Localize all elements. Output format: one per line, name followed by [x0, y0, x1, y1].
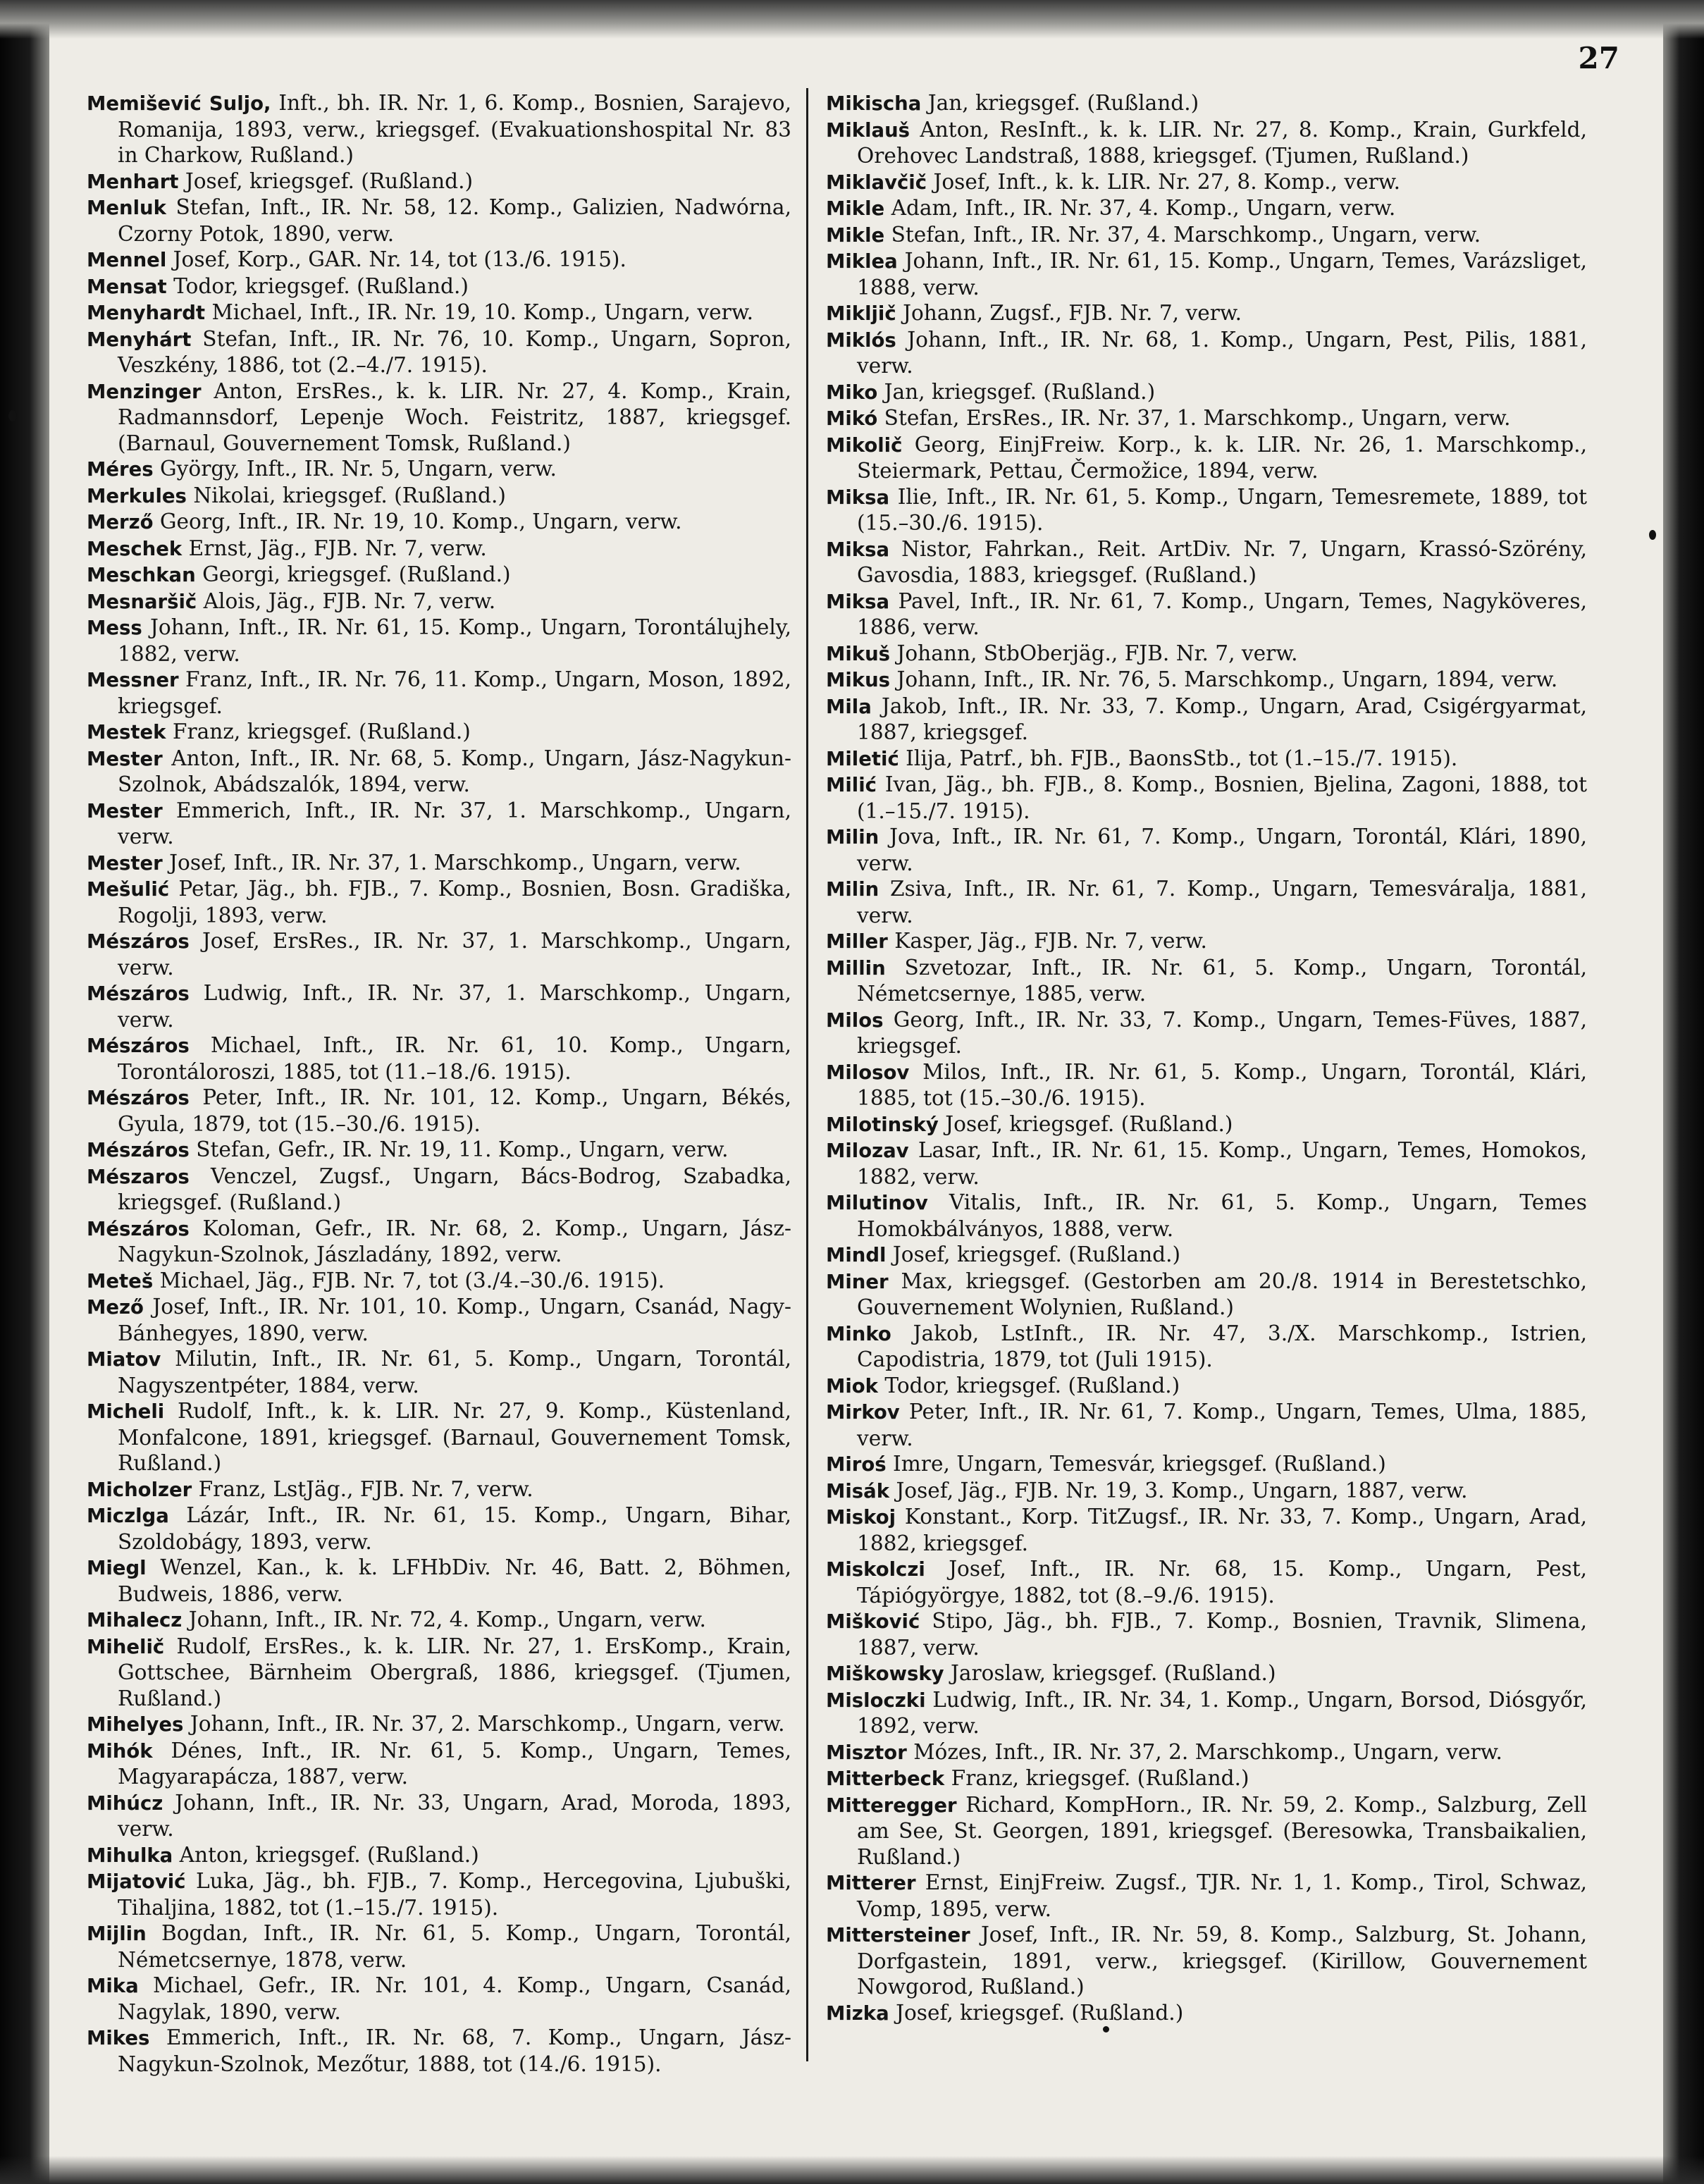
entry-details: Ernst, Jäg., FJB. Nr. 7, verw.	[188, 536, 487, 560]
entry-details: Josef, Inft., IR. Nr. 37, 1. Marschkomp., Ungarn, verw.	[169, 850, 741, 875]
entry-surname: Mészáros	[87, 1139, 190, 1161]
list-entry	[87, 247, 791, 273]
list-entry	[826, 1478, 1587, 1505]
entry-details: Johann, Inft., IR. Nr. 33, Ungarn, Arad, Moroda, 1893, verw.	[118, 1790, 791, 1841]
list-entry	[87, 1634, 791, 1712]
scan-border-bottom	[0, 2156, 1704, 2184]
entry-surname: Mester	[87, 851, 163, 875]
entry-details: Franz, Inft., IR. Nr. 76, 11. Komp., Ungarn, Moson, 1892, kriegsgef.	[118, 667, 791, 718]
list-entry	[826, 693, 1587, 746]
entry-details: Rudolf, Inft., k. k. LIR. Nr. 27, 9. Komp., Küstenland, Monfalcone, 1891, kriegsgef. (Barnaul, Gouvernement Tomsk, Rußland.)	[118, 1399, 791, 1475]
list-entry	[826, 1608, 1587, 1660]
entry-details: Richard, KompHorn., IR. Nr. 59, 2. Komp., Salzburg, Zell am See, St. Georgen, 1891, kriegsgef. (Beresowka, Transbaikalien, Rußland.)	[857, 1792, 1587, 1869]
scan-border-right	[1663, 0, 1704, 2184]
entry-surname: Milos	[826, 1008, 884, 1032]
entry-details: Michael, Inft., IR. Nr. 61, 10. Komp., Ungarn, Torontáloroszi, 1885, tot (11.–18./6. 1915).	[118, 1033, 791, 1084]
entry-surname: Mészáros	[87, 1035, 190, 1057]
entry-details: Bogdan, Inft., IR. Nr. 61, 5. Komp., Ungarn, Torontál, Németcsernye, 1878, verw.	[118, 1921, 791, 1972]
entry-details: Georg, Inft., IR. Nr. 33, 7. Komp., Ungarn, Temes-Füves, 1887, kriegsgef.	[857, 1007, 1587, 1058]
list-entry	[87, 928, 791, 980]
entry-surname: Menluk	[87, 197, 166, 219]
entry-surname: Mikle	[826, 197, 885, 220]
entry-details: Nikolai, kriegsgef. (Rußland.)	[193, 483, 506, 507]
list-entry	[87, 1164, 791, 1216]
list-entry	[826, 405, 1587, 432]
entry-details: Kasper, Jäg., FJB. Nr. 7, verw.	[894, 929, 1207, 953]
entry-details: Josef, Inft., k. k. LIR. Nr. 27, 8. Komp., verw.	[933, 169, 1400, 194]
entry-details: Jan, kriegsgef. (Rußland.)	[884, 379, 1156, 404]
entry-surname: Mikó	[826, 407, 878, 430]
list-entry	[87, 1137, 791, 1164]
list-entry	[826, 1111, 1587, 1138]
list-entry	[826, 379, 1587, 406]
list-entry	[826, 1321, 1587, 1373]
entry-surname: Menyhardt	[87, 302, 206, 324]
entry-surname: Mijlin	[87, 1923, 147, 1945]
list-entry	[826, 1373, 1587, 1400]
entry-surname: Milosov	[826, 1061, 910, 1084]
entry-details: Johann, Inft., IR. Nr. 68, 1. Komp., Ungarn, Pest, Pilis, 1881, verw.	[857, 327, 1587, 378]
entry-details: Peter, Inft., IR. Nr. 61, 7. Komp., Ungarn, Temes, Ulma, 1885, verw.	[857, 1400, 1587, 1450]
entry-surname: Miklavčič	[826, 171, 927, 194]
entry-surname: Mihelič	[87, 1635, 165, 1658]
entry-details: Georg, EinjFreiw. Korp., k. k. LIR. Nr. 26, 1. Marschkomp., Steiermark, Pettau, Čermožice, 1894, verw.	[857, 432, 1587, 483]
entry-surname: Miklós	[826, 328, 896, 352]
entry-surname: Mitteregger	[826, 1794, 957, 1817]
entry-details: Jaroslaw, kriegsgef. (Rußland.)	[951, 1661, 1276, 1685]
entry-surname: Mikischa	[826, 92, 922, 115]
entry-surname: Mikle	[826, 223, 885, 247]
entry-surname: Mess	[87, 617, 142, 639]
entry-surname: Menhart	[87, 170, 179, 193]
list-entry	[826, 1870, 1587, 1922]
entry-details: Inft., bh. IR. Nr. 1, 6. Komp., Bosnien, Sarajevo, Romanija, 1893, verw., kriegsgef. (Evakuationshospital Nr. 83 in Charkow, Rußland.)	[118, 91, 791, 167]
list-entry	[87, 1085, 791, 1137]
entry-details: Anton, Inft., IR. Nr. 68, 5. Komp., Ungarn, Jász-Nagykun-Szolnok, Abádszalók, 1894, verw.	[118, 746, 791, 796]
entry-details: Luka, Jäg., bh. FJB., 7. Komp., Hercegovina, Ljubuški, Tihaljina, 1882, tot (1.–15./7. 1915).	[118, 1869, 791, 1920]
list-entry	[87, 1711, 791, 1738]
list-entry	[826, 222, 1587, 249]
entry-surname: Miksa	[826, 538, 890, 561]
entry-surname: Mizka	[826, 2001, 889, 2025]
list-entry	[826, 2000, 1587, 2027]
entry-surname: Milin	[826, 878, 879, 901]
entry-details: Stefan, Gefr., IR. Nr. 19, 11. Komp., Ungarn, verw.	[196, 1137, 729, 1161]
list-entry	[87, 1842, 791, 1869]
list-entry	[826, 667, 1587, 693]
list-entry	[87, 1607, 791, 1634]
list-entry	[826, 90, 1587, 117]
list-entry	[87, 273, 791, 300]
list-entry	[826, 588, 1587, 641]
list-entry	[87, 378, 791, 457]
entry-surname: Miok	[826, 1374, 878, 1398]
entry-details: Ilija, Patrf., bh. FJB., BaonsStb., tot (1.–15./7. 1915).	[906, 746, 1458, 770]
entry-surname: Menzinger	[87, 380, 202, 403]
entry-details: Emmerich, Inft., IR. Nr. 37, 1. Marschkomp., Ungarn, verw.	[118, 798, 791, 849]
list-entry	[87, 326, 791, 378]
entry-details: György, Inft., IR. Nr. 5, Ungarn, verw.	[160, 457, 557, 481]
entry-details: Stefan, Inft., IR. Nr. 37, 4. Marschkomp., Ungarn, verw.	[891, 222, 1481, 247]
entry-details: Zsiva, Inft., IR. Nr. 61, 7. Komp., Ungarn, Temesváralja, 1881, verw.	[857, 877, 1587, 927]
list-entry	[87, 1920, 791, 1973]
entry-surname: Miskolczi	[826, 1558, 925, 1581]
entry-surname: Messner	[87, 669, 179, 691]
list-entry	[826, 1451, 1587, 1478]
entry-details: Josef, Inft., IR. Nr. 101, 10. Komp., Ungarn, Csanád, Nagy-Bánhegyes, 1890, verw.	[118, 1295, 791, 1345]
entry-details: Ludwig, Inft., IR. Nr. 34, 1. Komp., Ungarn, Borsod, Diósgyőr, 1892, verw.	[857, 1687, 1587, 1738]
entry-surname: Miskoj	[826, 1506, 896, 1529]
entry-details: Pavel, Inft., IR. Nr. 61, 7. Komp., Ungarn, Temes, Nagyköveres, 1886, verw.	[857, 588, 1587, 639]
list-entry	[87, 562, 791, 588]
entry-surname: Mester	[87, 747, 163, 770]
list-entry	[826, 1765, 1587, 1792]
entry-surname: Mihulka	[87, 1844, 173, 1867]
entry-surname: Mirkov	[826, 1401, 900, 1424]
entry-details: Josef, kriegsgef. (Rußland.)	[896, 2000, 1184, 2025]
list-entry	[87, 1346, 791, 1398]
entry-details: Jova, Inft., IR. Nr. 61, 7. Komp., Ungarn, Torontál, Klári, 1890, verw.	[857, 825, 1587, 875]
entry-details: Johann, Inft., IR. Nr. 61, 15. Komp., Ungarn, Torontálujhely, 1882, verw.	[118, 615, 791, 666]
list-entry	[826, 169, 1587, 196]
entry-details: Jakob, Inft., IR. Nr. 33, 7. Komp., Ungarn, Arad, Csigérgyarmat, 1887, kriegsgef.	[857, 693, 1587, 744]
entry-details: Jan, kriegsgef. (Rußland.)	[927, 91, 1199, 115]
list-entry	[826, 1922, 1587, 2000]
entry-surname: Milotinský	[826, 1113, 939, 1136]
entry-details: Johann, Zugsf., FJB. Nr. 7, verw.	[903, 301, 1242, 325]
entry-details: Milutin, Inft., IR. Nr. 61, 5. Komp., Ungarn, Torontál, Nagyszentpéter, 1884, verw.	[118, 1347, 791, 1398]
entry-details: Stipo, Jäg., bh. FJB., 7. Komp., Bosnien, Travnik, Slimena, 1887, verw.	[857, 1609, 1587, 1660]
list-entry	[87, 850, 791, 877]
entry-details: Franz, kriegsgef. (Rußland.)	[172, 720, 471, 744]
entry-details: Johann, Inft., IR. Nr. 76, 5. Marschkomp., Ungarn, 1894, verw.	[896, 667, 1558, 691]
entry-details: Milos, Inft., IR. Nr. 61, 5. Komp., Ungarn, Torontál, Klári, 1885, tot (15.–30./6. 1915).	[857, 1059, 1587, 1110]
ink-spot	[1103, 2026, 1109, 2032]
list-entry	[87, 536, 791, 562]
entry-details: Josef, kriegsgef. (Rußland.)	[945, 1111, 1233, 1136]
entry-surname: Milić	[826, 774, 877, 796]
entry-details: Todor, kriegsgef. (Rußland.)	[884, 1373, 1180, 1398]
list-entry	[87, 1868, 791, 1920]
entry-details: Ivan, Jäg., bh. FJB., 8. Komp., Bosnien, Bjelina, Zagoni, 1888, tot (1.–15./7. 1915).	[857, 772, 1587, 823]
entry-details: Alois, Jäg., FJB. Nr. 7, verw.	[203, 588, 496, 613]
entry-surname: Miczlga	[87, 1505, 169, 1527]
list-entry	[826, 641, 1587, 667]
column-divider	[806, 88, 808, 2061]
list-entry	[826, 1556, 1587, 1608]
list-entry	[87, 2025, 791, 2077]
list-entry	[826, 1190, 1587, 1242]
list-entry	[87, 1268, 791, 1295]
entry-surname: Miller	[826, 930, 888, 953]
list-entry	[826, 1007, 1587, 1059]
list-entry	[826, 1504, 1587, 1556]
entry-details: Koloman, Gefr., IR. Nr. 68, 2. Komp., Ungarn, Jász-Nagykun-Szolnok, Jászladány, 1892, verw.	[118, 1216, 791, 1266]
entry-surname: Mikolič	[826, 433, 903, 457]
list-entry	[87, 667, 791, 719]
entry-details: Stefan, Inft., IR. Nr. 76, 10. Komp., Ungarn, Sopron, Veszkény, 1886, tot (2.–4./7. 1915).	[118, 326, 791, 377]
list-entry	[87, 509, 791, 536]
list-entry	[87, 1398, 791, 1476]
list-entry	[87, 1790, 791, 1842]
entry-surname: Minko	[826, 1322, 891, 1345]
entry-surname: Misák	[826, 1479, 890, 1503]
entry-surname: Mihalecz	[87, 1609, 183, 1631]
entry-details: Michael, Gefr., IR. Nr. 101, 4. Komp., Ungarn, Csanád, Nagylak, 1890, verw.	[118, 1973, 791, 2024]
entry-surname: Mesnaršič	[87, 590, 197, 613]
entry-surname: Mészáros	[87, 982, 190, 1005]
entry-details: Ludwig, Inft., IR. Nr. 37, 1. Marschkomp., Ungarn, verw.	[118, 981, 791, 1032]
entry-details: Anton, ErsRes., k. k. LIR. Nr. 27, 4. Komp., Krain, Radmannsdorf, Lepenje Woch. Feistritz, 1887, kriegsgef. (Barnaul, Gouvernement Tomsk, Rußland.)	[118, 378, 791, 455]
entry-details: Stefan, ErsRes., IR. Nr. 37, 1. Marschkomp., Ungarn, verw.	[884, 406, 1511, 430]
entry-details: Franz, kriegsgef. (Rußland.)	[951, 1766, 1249, 1790]
entry-details: Josef, Korp., GAR. Nr. 14, tot (13./6. 1915).	[173, 247, 626, 271]
entry-details: Jakob, LstInft., IR. Nr. 47, 3./X. Marschkomp., Istrien, Capodistria, 1879, tot (Juli 1915).	[857, 1321, 1587, 1371]
entry-surname: Mennel	[87, 249, 167, 271]
entry-details: Anton, kriegsgef. (Rußland.)	[179, 1842, 479, 1867]
list-entry	[826, 536, 1587, 588]
list-entry	[826, 824, 1587, 876]
scan-border-top	[0, 0, 1704, 39]
entry-surname: Mihók	[87, 1739, 153, 1763]
list-entry	[87, 1294, 791, 1346]
entry-surname: Mester	[87, 799, 163, 822]
entry-surname: Mihelyes	[87, 1713, 184, 1736]
list-entry	[826, 1269, 1587, 1321]
list-entry	[826, 432, 1587, 484]
entry-surname: Meschkan	[87, 564, 196, 586]
entry-details: Max, kriegsgef. (Gestorben am 20./8. 1914 in Berestetschko, Gouvernement Wolynien, Rußland.)	[857, 1269, 1587, 1319]
entry-details: Anton, ResInft., k. k. LIR. Nr. 27, 8. Komp., Krain, Gurkfeld, Orehovec Landstraß, 1888, kriegsgef. (Tjumen, Rußland.)	[857, 117, 1587, 168]
entry-details: Josef, kriegsgef. (Rußland.)	[185, 168, 474, 193]
entry-details: Lázár, Inft., IR. Nr. 61, 15. Komp., Ungarn, Bihar, Szoldobágy, 1893, verw.	[118, 1503, 791, 1554]
list-entry	[826, 117, 1587, 169]
entry-details: Johann, Inft., IR. Nr. 37, 2. Marschkomp., Ungarn, verw.	[190, 1712, 785, 1736]
entry-surname: Mikes	[87, 2027, 150, 2049]
entry-surname: Merző	[87, 511, 154, 533]
list-entry	[826, 876, 1587, 928]
entry-details: Todor, kriegsgef. (Rußland.)	[173, 273, 469, 298]
list-entry	[826, 1137, 1587, 1190]
entry-surname: Micheli	[87, 1400, 165, 1423]
list-entry	[826, 248, 1587, 300]
entry-surname: Mészáros	[87, 1217, 190, 1240]
entry-surname: Miatov	[87, 1348, 161, 1371]
entry-details: Konstant., Korp. TitZugsf., IR. Nr. 33, 7. Komp., Ungarn, Arad, 1882, kriegsgef.	[857, 1505, 1587, 1555]
entry-details: Josef, Jäg., FJB. Nr. 19, 3. Komp., Ungarn, 1887, verw.	[896, 1478, 1468, 1503]
entry-details: Vitalis, Inft., IR. Nr. 61, 5. Komp., Ungarn, Temes Homokbálványos, 1888, verw.	[857, 1190, 1587, 1241]
page-number: 27	[1578, 41, 1619, 75]
entry-surname: Mikljič	[826, 302, 896, 325]
entry-details: Imre, Ungarn, Temesvár, kriegsgef. (Rußland.)	[893, 1452, 1386, 1476]
list-entry	[87, 615, 791, 667]
entry-details: Josef, Inft., IR. Nr. 59, 8. Komp., Salzburg, St. Johann, Dorfgastein, 1891, verw., kriegsgef. (Kirillow, Gouvernement Nowgorod, Rußland.)	[857, 1923, 1587, 1999]
list-entry	[826, 928, 1587, 955]
entry-surname: Mišković	[826, 1610, 920, 1633]
entry-surname: Mészáros	[87, 1087, 190, 1109]
list-entry	[826, 1660, 1587, 1687]
entry-details: Dénes, Inft., IR. Nr. 61, 5. Komp., Ungarn, Temes, Magyarapácza, 1887, verw.	[118, 1738, 791, 1789]
entry-surname: Mitterer	[826, 1872, 916, 1894]
entry-surname: Milutinov	[826, 1192, 928, 1214]
list-entry	[826, 1687, 1587, 1739]
list-entry	[87, 90, 791, 168]
entry-details: Lasar, Inft., IR. Nr. 61, 15. Komp., Ungarn, Temes, Homokos, 1882, verw.	[857, 1138, 1587, 1189]
entry-details: Peter, Inft., IR. Nr. 101, 12. Komp., Ungarn, Békés, Gyula, 1879, tot (15.–30./6. 1915).	[118, 1085, 791, 1136]
entry-surname: Mikuš	[826, 642, 891, 665]
list-entry	[87, 1555, 791, 1607]
entry-details: Szvetozar, Inft., IR. Nr. 61, 5. Komp., Ungarn, Torontál, Németcsernye, 1885, verw.	[857, 955, 1587, 1006]
entry-surname: Miroś	[826, 1453, 887, 1476]
entry-details: Josef, ErsRes., IR. Nr. 37, 1. Marschkomp., Ungarn, verw.	[118, 929, 791, 980]
entry-details: Rudolf, ErsRes., k. k. LIR. Nr. 27, 1. ErsKomp., Krain, Gottschee, Bärnheim Obergraß, 1886, kriegsgef. (Tjumen, Rußland.)	[118, 1634, 791, 1710]
entry-surname: Mészaros	[87, 1165, 190, 1188]
list-entry	[826, 772, 1587, 824]
list-entry	[87, 1216, 791, 1268]
entry-details: Josef, Inft., IR. Nr. 68, 15. Komp., Ungarn, Pest, Tápiógyörgye, 1882, tot (8.–9./6. 1915).	[857, 1557, 1587, 1608]
entry-surname: Miklauš	[826, 118, 910, 142]
entry-surname: Mešulić	[87, 878, 170, 901]
scan-border-left	[0, 0, 49, 2184]
list-entry	[826, 1242, 1587, 1269]
entry-surname: Misztor	[826, 1741, 907, 1764]
entry-details: Johann, Inft., IR. Nr. 61, 15. Komp., Ungarn, Temes, Varázsliget, 1888, verw.	[857, 249, 1587, 300]
entry-surname: Mittersteiner	[826, 1924, 970, 1947]
list-entry	[87, 483, 791, 510]
entry-details: Georgi, kriegsgef. (Rußland.)	[202, 562, 511, 586]
right-column	[826, 90, 1587, 2026]
list-entry	[87, 980, 791, 1032]
list-entry	[87, 746, 791, 798]
list-entry	[87, 588, 791, 615]
list-entry	[826, 1792, 1587, 1870]
entry-details: Franz, LstJäg., FJB. Nr. 7, verw.	[198, 1476, 533, 1501]
binding-hole-mark	[8, 410, 17, 421]
entry-surname: Mika	[87, 1975, 139, 1997]
entry-surname: Milin	[826, 826, 879, 849]
entry-details: Ernst, EinjFreiw. Zugsf., TJR. Nr. 1, 1. Komp., Tirol, Schwaz, Vomp, 1895, verw.	[857, 1870, 1587, 1921]
list-entry	[87, 719, 791, 746]
list-entry	[87, 195, 791, 247]
list-entry	[826, 955, 1587, 1007]
entry-surname: Miletić	[826, 747, 899, 770]
list-entry	[87, 798, 791, 850]
entry-details: Johann, StbOberjäg., FJB. Nr. 7, verw.	[896, 641, 1298, 665]
entry-details: Venczel, Zugsf., Ungarn, Bács-Bodrog, Szabadka, kriegsgef. (Rußland.)	[118, 1164, 791, 1214]
entry-surname: Mijatović	[87, 1870, 186, 1893]
entry-surname: Méres	[87, 458, 154, 481]
entry-surname: Mihúcz	[87, 1791, 163, 1815]
entry-details: Nistor, Fahrkan., Reit. ArtDiv. Nr. 7, Ungarn, Krassó-Szörény, Gavosdia, 1883, kriegsgef. (Rußland.)	[857, 536, 1587, 587]
entry-surname: Mestek	[87, 721, 166, 744]
entry-surname: Meteš	[87, 1269, 154, 1292]
entry-details: Georg, Inft., IR. Nr. 19, 10. Komp., Ungarn, verw.	[159, 510, 682, 533]
entry-surname: Memišević Suljo,	[87, 92, 271, 115]
list-entry	[826, 327, 1587, 379]
entry-details: Ilie, Inft., IR. Nr. 61, 5. Komp., Ungarn, Temesremete, 1889, tot (15.–30./6. 1915).	[857, 484, 1587, 535]
list-entry	[87, 876, 791, 928]
list-entry	[826, 1739, 1587, 1766]
ink-spot	[1649, 530, 1656, 540]
entry-surname: Micholzer	[87, 1478, 192, 1501]
entry-details: Emmerich, Inft., IR. Nr. 68, 7. Komp., Ungarn, Jász-Nagykun-Szolnok, Mezőtur, 1888, tot (14./6. 1915).	[118, 2025, 791, 2076]
list-entry	[87, 300, 791, 326]
list-entry	[826, 300, 1587, 327]
list-entry	[826, 746, 1587, 772]
entry-surname: Miksa	[826, 590, 890, 613]
entry-details: Petar, Jäg., bh. FJB., 7. Komp., Bosnien, Bosn. Gradiška, Rogolji, 1893, verw.	[118, 877, 791, 927]
list-entry	[87, 168, 791, 195]
entry-details: Stefan, Inft., IR. Nr. 58, 12. Komp., Galizien, Nadwórna, Czorny Potok, 1890, verw.	[118, 195, 791, 246]
entry-surname: Menyhárt	[87, 328, 192, 351]
entry-surname: Mitterbeck	[826, 1767, 945, 1790]
entry-surname: Meschek	[87, 537, 183, 560]
entry-surname: Miklea	[826, 250, 898, 273]
entry-surname: Mészáros	[87, 930, 190, 953]
entry-surname: Milozav	[826, 1140, 909, 1162]
entry-surname: Miškowsky	[826, 1662, 944, 1685]
entry-surname: Misloczki	[826, 1689, 926, 1712]
entry-surname: Mikus	[826, 669, 891, 691]
list-entry	[826, 1399, 1587, 1451]
entry-surname: Mindl	[826, 1244, 887, 1266]
entry-surname: Miksa	[826, 486, 890, 509]
entry-details: Johann, Inft., IR. Nr. 72, 4. Komp., Ungarn, verw.	[188, 1608, 706, 1631]
entry-details: Josef, kriegsgef. (Rußland.)	[892, 1242, 1181, 1266]
entry-surname: Miko	[826, 381, 878, 404]
entry-surname: Mező	[87, 1296, 144, 1319]
list-entry	[87, 1032, 791, 1085]
left-column	[87, 90, 791, 2077]
entry-details: Wenzel, Kan., k. k. LFHbDiv. Nr. 46, Batt. 2, Böhmen, Budweis, 1886, verw.	[118, 1555, 791, 1606]
entry-surname: Merkules	[87, 484, 187, 507]
list-entry	[87, 1503, 791, 1555]
list-entry	[826, 195, 1587, 222]
entry-details: Mózes, Inft., IR. Nr. 37, 2. Marschkomp., Ungarn, verw.	[913, 1739, 1502, 1764]
list-entry	[87, 1476, 791, 1503]
entry-surname: Miegl	[87, 1557, 147, 1579]
entry-surname: Mila	[826, 695, 872, 718]
entry-surname: Miner	[826, 1270, 889, 1293]
list-entry	[87, 1738, 791, 1790]
list-entry	[826, 1059, 1587, 1111]
entry-surname: Millin	[826, 956, 886, 980]
entry-details: Michael, Inft., IR. Nr. 19, 10. Komp., Ungarn, verw.	[211, 300, 754, 324]
list-entry	[87, 1973, 791, 2025]
entry-surname: Mensat	[87, 275, 167, 298]
list-entry	[826, 484, 1587, 536]
entry-details: Michael, Jäg., FJB. Nr. 7, tot (3./4.–30./6. 1915).	[159, 1268, 665, 1292]
entry-details: Adam, Inft., IR. Nr. 37, 4. Komp., Ungarn, verw.	[891, 196, 1396, 220]
list-entry	[87, 456, 791, 483]
